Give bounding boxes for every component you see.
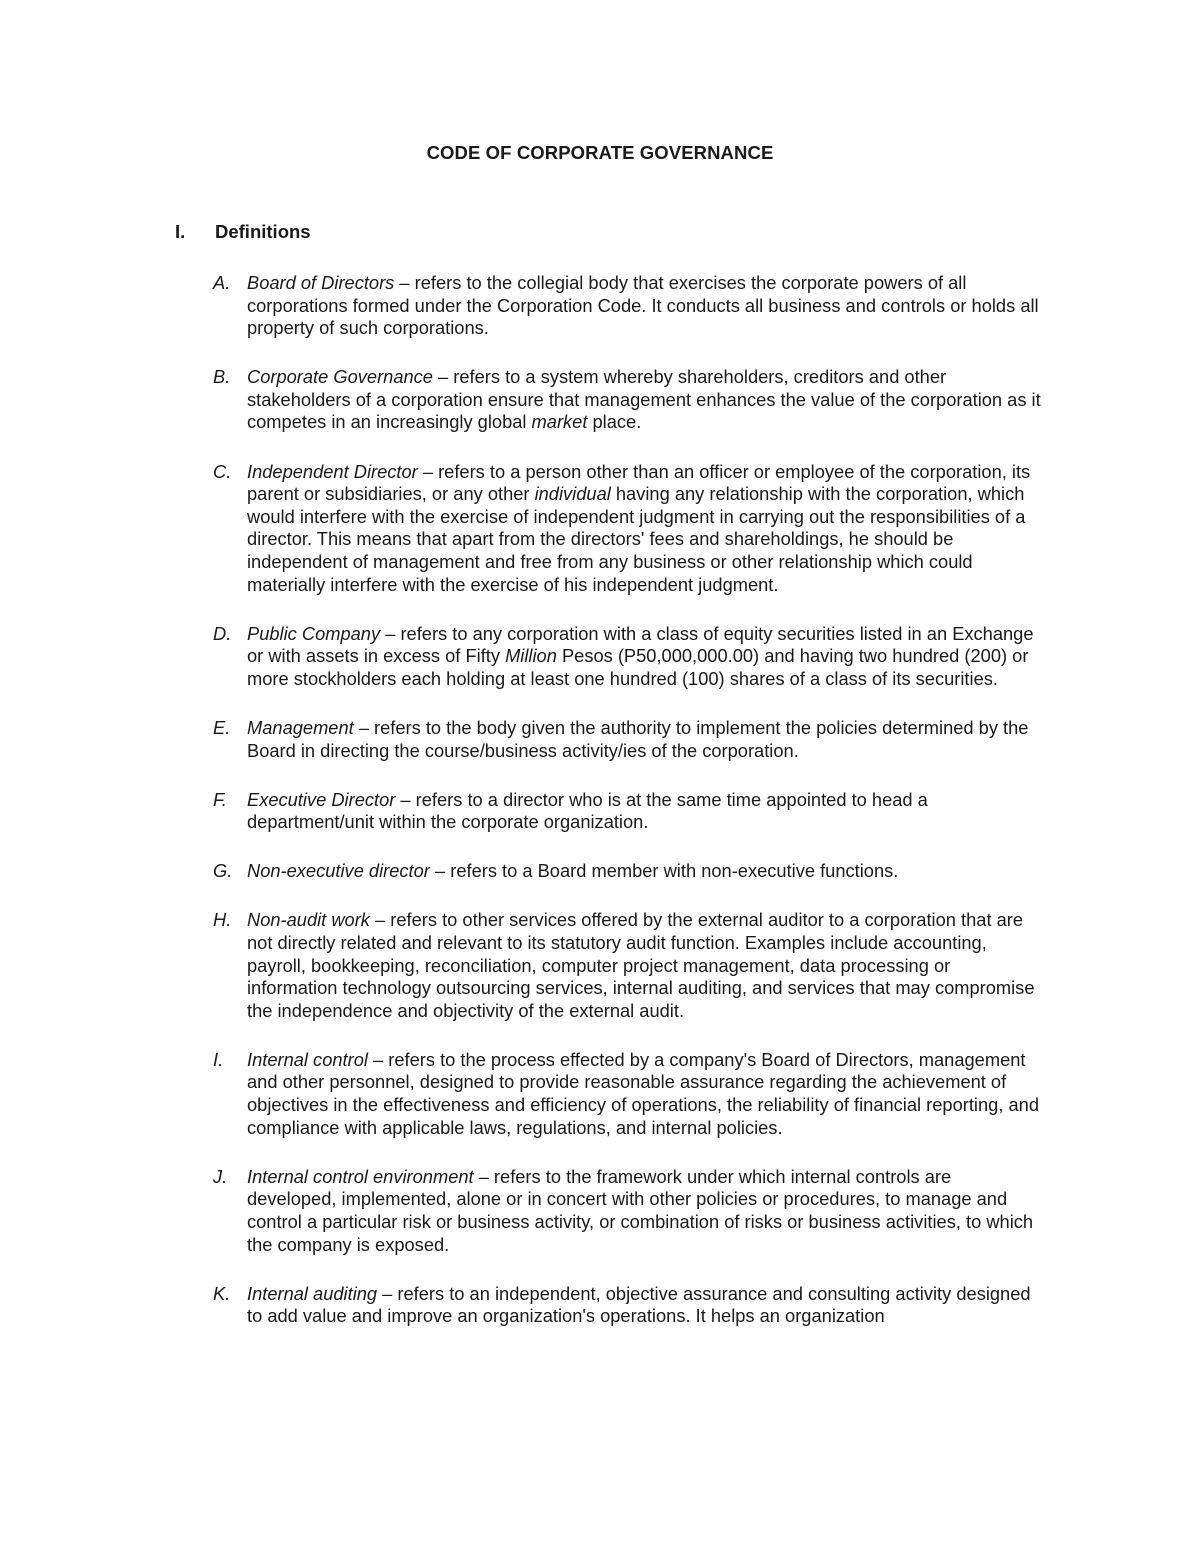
definition-letter: A. (213, 272, 231, 293)
definition-term: Independent Director (247, 460, 418, 482)
definition-letter: F. (213, 788, 227, 810)
definition-text: – refers to the body given the authority to implement the policies determined by the Board in directing the course/business activity/ies of the corporation. (247, 716, 1029, 761)
definition-term: Board of Directors (247, 272, 395, 293)
definition-item (213, 1283, 1043, 1328)
definition-term: Executive Director (247, 788, 396, 810)
definition-text: – refers to the collegial body that exercises the corporate powers of all corporations formed under the Corporation Code. It conducts all business and controls or holds all property of such corporations. (247, 272, 1039, 339)
section-heading (175, 221, 311, 243)
definition-emphasis: Million (505, 645, 557, 667)
definition-letter: I. (213, 1048, 224, 1070)
definition-text: – refers to the process effected by a company's Board of Directors, management and other personnel, designed to provide reasonable assurance regarding the achievement of objectives in the effectiveness and efficiency of operations, the reliability of financial reporting, and compliance with applicable laws, regulations, and internal policies. (247, 1048, 1039, 1138)
definition-term: Internal auditing (247, 1282, 378, 1304)
definition-item (213, 272, 1043, 340)
section-title: Definitions (215, 221, 311, 242)
definition-text: – refers to an independent, objective assurance and consulting activity designed to add value and improve an organization's operations. It helps an organization (247, 1282, 1031, 1327)
definition-text-after: having any relationship with the corporation, which would interfere with the exercise of independent judgment in carrying out the responsibilities of a director. This means that apart from the directors' fees and shareholdings, he should be independent of management and free from any business or other relationship which could materially interfere with the exercise of his independent judgment. (247, 483, 1026, 595)
definition-item (213, 860, 1043, 883)
definition-text: – refers to a director who is at the same time appointed to head a department/unit within the corporate organization. (247, 788, 928, 833)
definition-term: Internal control environment (247, 1165, 474, 1187)
definition-item (213, 909, 1043, 1022)
definition-term: Non-audit work (247, 909, 370, 931)
definition-text: – refers to a person other than an officer or employee of the corporation, its parent or subsidiaries, or any other (247, 460, 1031, 505)
section-number: I. (175, 221, 186, 242)
definition-letter: D. (213, 622, 232, 644)
definition-term: Corporate Governance (247, 366, 433, 388)
definition-item (213, 717, 1043, 762)
definition-text: – refers to a Board member with non-executive functions. (429, 860, 899, 882)
definition-text-after: place. (587, 411, 642, 433)
definition-term: Management (247, 716, 354, 738)
definition-item (213, 461, 1043, 597)
definition-term: Public Company (247, 622, 381, 644)
definition-letter: B. (213, 366, 231, 388)
definition-letter: K. (213, 1282, 231, 1304)
definition-letter: G. (213, 860, 233, 882)
definition-text: – refers to a system whereby shareholders, creditors and other stakeholders of a corporation ensure that management enhances the value of the corporation as it competes in an increasingly global (247, 366, 1041, 433)
definition-term: Internal control (247, 1048, 368, 1070)
definition-emphasis: individual (534, 483, 611, 505)
definition-letter: J. (213, 1165, 228, 1187)
definition-text: – refers to any corporation with a class of equity securities listed in an Exchange or with assets in excess of Fifty (247, 622, 1034, 667)
definition-emphasis: market (531, 411, 588, 433)
definition-term: Non-executive director (247, 860, 430, 882)
definition-text-after: Pesos (P50,000,000.00) and having two hundred (200) or more stockholders each holding at least one hundred (100) shares of a class of its securities. (247, 645, 1029, 689)
definition-item (213, 789, 1043, 834)
definition-text: – refers to the framework under which internal controls are developed, implemented, alone or in concert with other policies or procedures, to manage and control a particular risk or business activity, or combination of risks or business activities, to which the company is exposed. (247, 1165, 1034, 1255)
definition-letter: E. (213, 716, 231, 738)
definition-item (213, 1166, 1043, 1256)
definition-item (213, 623, 1043, 691)
definition-item (213, 1049, 1043, 1139)
definition-item (213, 366, 1043, 434)
definition-text: – refers to other services offered by the external auditor to a corporation that are not directly related and relevant to its statutory audit function. Examples include accounting, payroll, bookkeeping, reconciliation, computer project management, data processing or information technology outsourcing services, internal auditing, and services that may compromise the independence and objectivity of the external audit. (247, 909, 1035, 1021)
document-title: CODE OF CORPORATE GOVERNANCE (426, 142, 774, 163)
definition-letter: C. (213, 460, 232, 482)
definition-letter: H. (213, 909, 232, 931)
definitions-list (213, 272, 1043, 1354)
